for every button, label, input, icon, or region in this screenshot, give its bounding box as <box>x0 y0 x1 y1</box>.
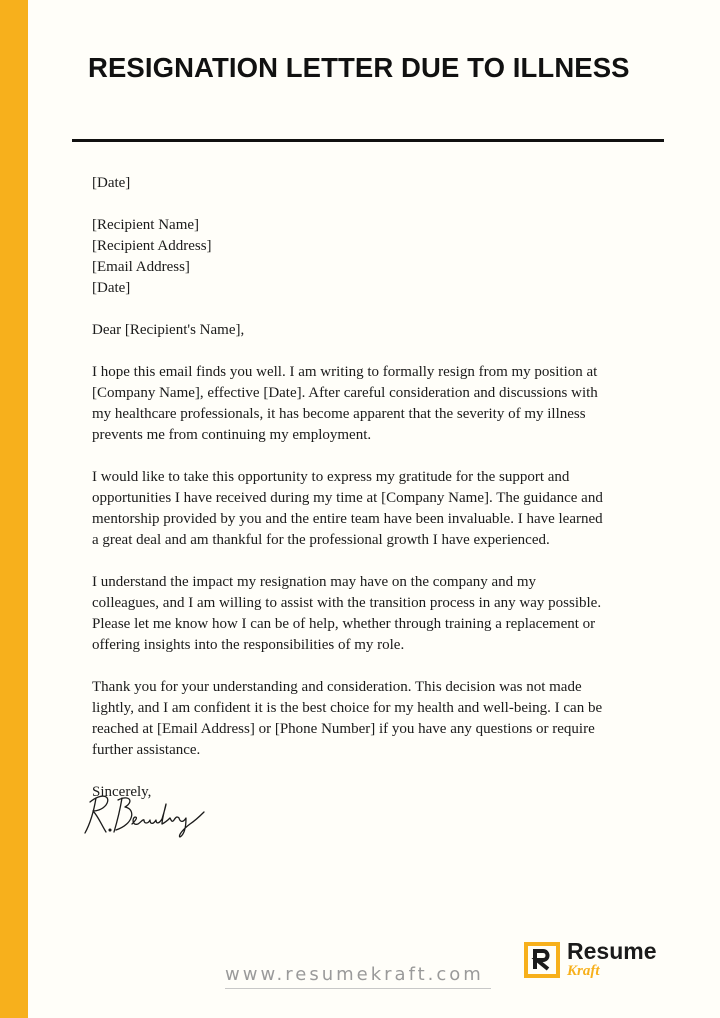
paragraph-line: [Company Name], effective [Date]. After careful consideration and discussions with <box>92 385 598 401</box>
recipient-address: [Recipient Address] <box>92 238 212 254</box>
paragraph-line: reached at [Email Address] or [Phone Number] if you have any questions or require <box>92 721 595 737</box>
logo-text <box>567 940 656 979</box>
footer-website-link[interactable]: www.resumekraft.com <box>225 964 484 985</box>
paragraph-line: Thank you for your understanding and consideration. This decision was not made <box>92 679 582 695</box>
salutation: Dear [Recipient's Name], <box>92 322 245 338</box>
closing: Sincerely, <box>92 784 152 800</box>
paragraph-line: I understand the impact my resignation may have on the company and my <box>92 574 537 590</box>
paragraph-3 <box>92 572 652 656</box>
recipient-date: [Date] <box>92 280 131 296</box>
date-line: [Date] <box>92 175 131 191</box>
recipient-block <box>92 215 652 299</box>
paragraph-line: colleagues, and I am willing to assist with the transition process in any way possible. <box>92 595 602 611</box>
footer-url-underline <box>225 988 491 989</box>
paragraph-line: I hope this email finds you well. I am writing to formally resign from my position at <box>92 364 598 380</box>
handwritten-signature <box>82 790 232 838</box>
document-title: RESIGNATION LETTER DUE TO ILLNESS <box>88 52 630 83</box>
paragraph-2 <box>92 467 652 551</box>
paragraph-4 <box>92 677 652 761</box>
resumekraft-logo-icon <box>524 942 560 978</box>
brand-logo <box>524 940 656 979</box>
accent-bar <box>0 0 28 1018</box>
logo-subword: Kraft <box>567 963 600 979</box>
paragraph-line: mentorship provided by you and the entire team have been invaluable. I have learned <box>92 511 603 527</box>
recipient-email: [Email Address] <box>92 259 190 275</box>
letter-body <box>92 173 652 824</box>
recipient-name: [Recipient Name] <box>92 217 200 233</box>
paragraph-line: offering insights into the responsibilities of my role. <box>92 637 405 653</box>
paragraph-line: a great deal and am thankful for the professional growth I have experienced. <box>92 532 550 548</box>
paragraph-1 <box>92 362 652 446</box>
paragraph-line: opportunities I have received during my time at [Company Name]. The guidance and <box>92 490 603 506</box>
logo-word: Resume <box>567 938 657 964</box>
title-divider <box>72 139 664 142</box>
paragraph-line: further assistance. <box>92 742 201 758</box>
paragraph-line: lightly, and I am confident it is the best choice for my health and well-being. I can be <box>92 700 603 716</box>
paragraph-line: Please let me know how I can be of help, whether through training a replacement or <box>92 616 596 632</box>
paragraph-line: prevents me from continuing my employment. <box>92 427 372 443</box>
paragraph-line: my healthcare professionals, it has become apparent that the severity of my illness <box>92 406 586 422</box>
paragraph-line: I would like to take this opportunity to express my gratitude for the support and <box>92 469 570 485</box>
